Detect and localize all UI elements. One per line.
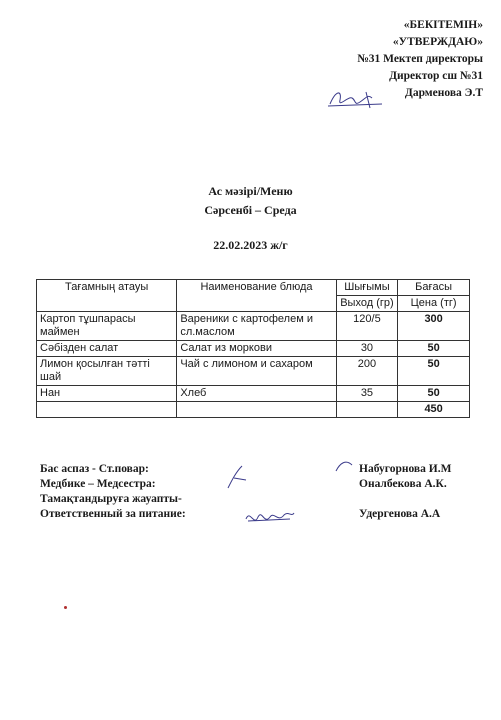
approval-line-5: Дарменова Э.Т [404,87,483,99]
dish-price: 50 [398,386,470,402]
responsible-name: Удергенова А.А [359,508,441,520]
header-kz-name: Тағамның атауы [37,280,177,312]
table-total-row [37,402,470,418]
approval-line-4: Директор сш №31 [389,70,483,82]
dish-output: 35 [336,386,398,402]
cook-signature [332,455,358,475]
dish-ru: Чай с лимоном и сахаром [177,357,336,386]
approval-line-2: «УТВЕРЖДАЮ» [392,36,483,48]
menu-date: 22.02.2023 ж/г [213,238,288,252]
responsible-role-kz: Тамақтандыруға жауапты- [40,493,182,505]
table-row [37,341,470,357]
nurse-name: Оналбекова А.К. [359,478,447,490]
cook-name: Набугорнова И.М [359,463,452,475]
approval-line-3: №31 Мектеп директоры [357,53,483,65]
table-row [37,357,470,386]
header-price-ru: Цена (тг) [398,296,470,312]
dish-output: 30 [336,341,398,357]
dish-kz: Сәбізден салат [37,341,177,357]
dish-price: 50 [398,357,470,386]
header-output-kz: Шығымы [336,280,398,296]
table-row [37,386,470,402]
header-price-kz: Бағасы [398,280,470,296]
dish-ru: Салат из моркови [177,341,336,357]
responsible-signature [242,505,298,531]
dish-kz: Картоп тұшпарасы маймен [37,312,177,341]
nurse-signature [224,462,250,492]
dish-kz: Нан [37,386,177,402]
dish-ru: Вареники с картофелем и сл.маслом [177,312,336,341]
dish-price: 50 [398,341,470,357]
menu-title: Ас мәзірі/Меню [208,184,293,198]
dish-output: 200 [336,357,398,386]
ink-dot [64,606,67,609]
header-output-ru: Выход (гр) [336,296,398,312]
nurse-role: Медбике – Медсестра: [40,478,156,490]
approval-line-1: «БЕКІТЕМІН» [403,19,483,31]
dish-price: 300 [398,312,470,341]
dish-kz: Лимон қосылған тәтті шай [37,357,177,386]
total-price: 450 [398,402,470,418]
table-header-row [37,280,470,296]
director-signature [326,86,386,112]
menu-table [36,279,470,418]
menu-day: Сәрсенбі – Среда [204,203,297,217]
table-row [37,312,470,341]
dish-ru: Хлеб [177,386,336,402]
cook-role: Бас аспаз - Ст.повар: [40,463,149,475]
header-ru-name: Наименование блюда [177,280,336,312]
responsible-role-ru: Ответственный за питание: [40,508,186,520]
dish-output: 120/5 [336,312,398,341]
